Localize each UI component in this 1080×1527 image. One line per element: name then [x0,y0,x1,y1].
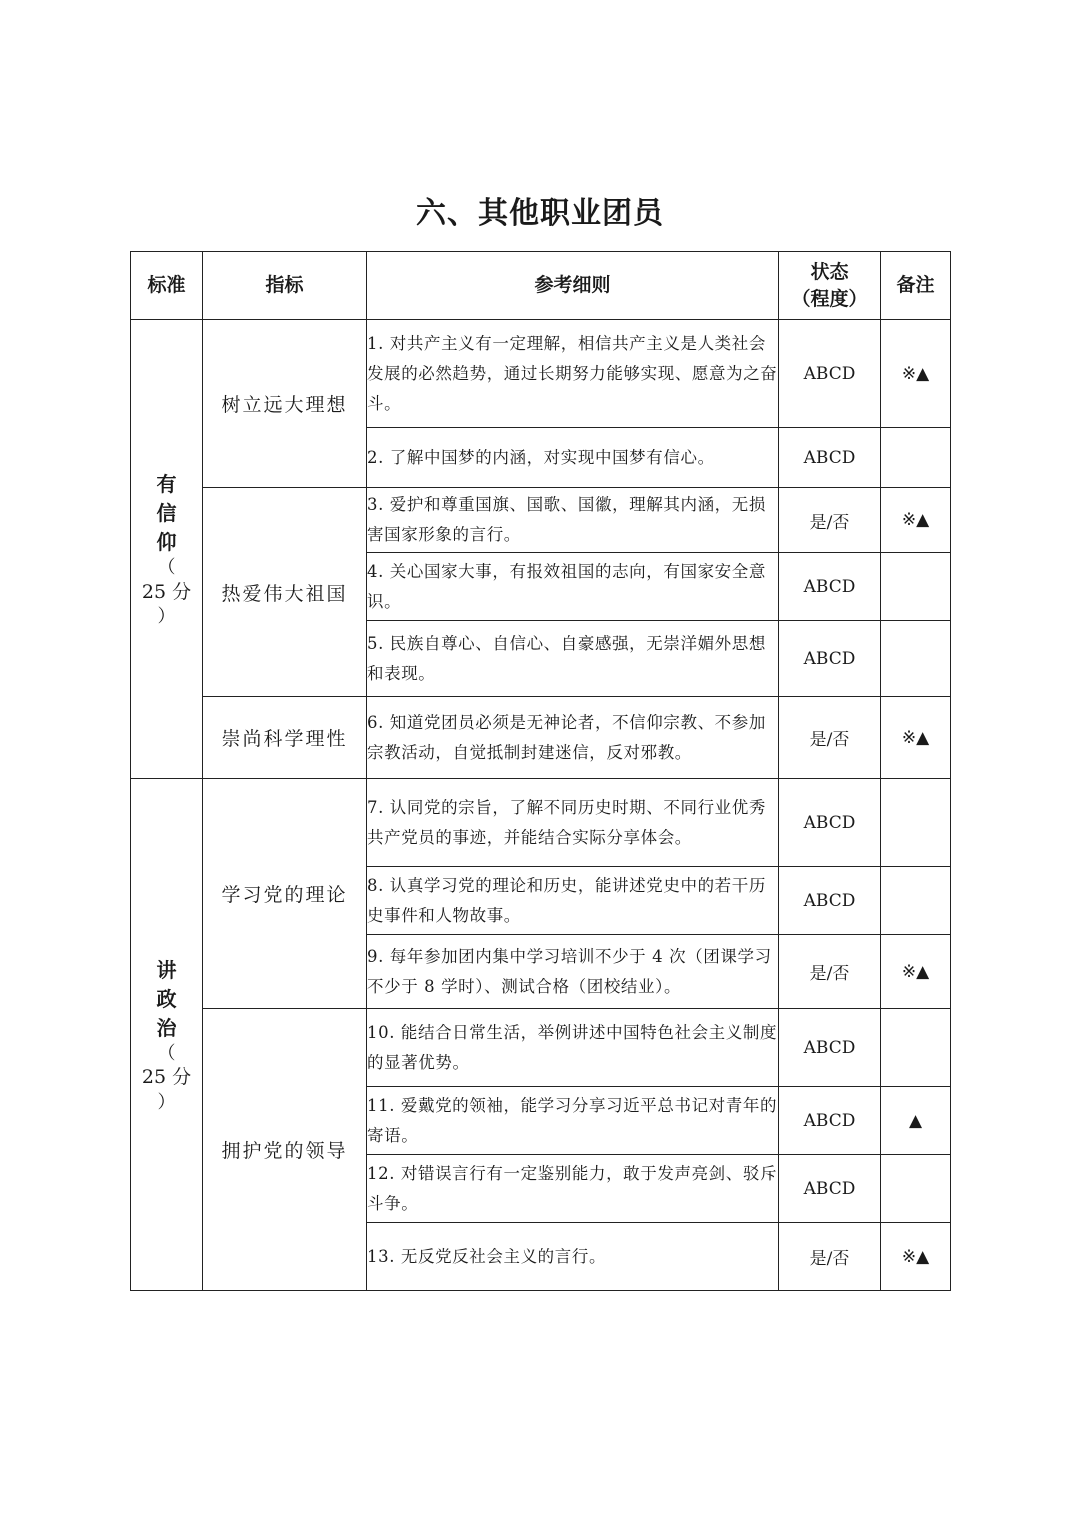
table-row [131,779,951,867]
status-cell: ABCD [779,320,881,428]
detail-cell: 13. 无反党反社会主义的言行。 [367,1223,779,1291]
detail-cell: 8. 认真学习党的理论和历史，能讲述党史中的若干历史事件和人物故事。 [367,867,779,935]
standard-char: 治 [156,1015,177,1040]
detail-cell: 2. 了解中国梦的内涵，对实现中国梦有信心。 [367,428,779,488]
standard-char: 政 [156,986,177,1011]
note-cell: ※▲ [881,1223,951,1291]
header-status-line1: 状态 [810,260,849,283]
table-row [131,697,951,779]
detail-cell: 4. 关心国家大事，有报效祖国的志向，有国家安全意识。 [367,553,779,621]
detail-cell: 5. 民族自尊心、自信心、自豪感强，无崇洋媚外思想和表现。 [367,621,779,697]
header-notes: 备注 [881,252,951,320]
status-cell: 是/否 [779,1223,881,1291]
note-cell [881,621,951,697]
indicator-cell: 学习党的理论 [203,779,367,1009]
status-cell: ABCD [779,621,881,697]
header-standard: 标准 [131,252,203,320]
header-row [131,252,951,320]
header-status-line2: （程度） [791,287,868,310]
detail-cell: 10. 能结合日常生活，举例讲述中国特色社会主义制度的显著优势。 [367,1009,779,1087]
standard-char: 讲 [156,957,177,982]
note-cell [881,1009,951,1087]
note-cell [881,428,951,488]
status-cell: ABCD [779,867,881,935]
standard-cell-faith [131,320,203,779]
header-status [779,252,881,320]
table-row [131,320,951,428]
status-cell: 是/否 [779,697,881,779]
note-cell [881,867,951,935]
standard-paren-open: （ [157,557,176,579]
table-row [131,488,951,553]
standard-char: 仰 [156,530,177,555]
status-cell: 是/否 [779,488,881,553]
note-cell: ▲ [881,1087,951,1155]
standard-cell-politics [131,779,203,1291]
status-cell: ABCD [779,428,881,488]
detail-cell: 6. 知道党团员必须是无神论者，不信仰宗教、不参加宗教活动，自觉抵制封建迷信，反对邪教。 [367,697,779,779]
header-indicator: 指标 [203,252,367,320]
detail-cell: 12. 对错误言行有一定鉴别能力，敢于发声亮剑、驳斥斗争。 [367,1155,779,1223]
header-details: 参考细则 [367,252,779,320]
indicator-cell: 拥护党的领导 [203,1009,367,1291]
status-cell: ABCD [779,1087,881,1155]
table-row [131,1009,951,1087]
note-cell [881,1155,951,1223]
standard-char: 有 [156,472,177,497]
standard-paren-close: ） [157,1091,176,1113]
note-cell: ※▲ [881,697,951,779]
detail-cell: 1. 对共产主义有一定理解，相信共产主义是人类社会发展的必然趋势，通过长期努力能够实现、愿意为之奋斗。 [367,320,779,428]
status-cell: ABCD [779,553,881,621]
standard-score: 25 分 [141,580,192,603]
status-cell: 是/否 [779,935,881,1009]
standard-char: 信 [156,501,177,526]
note-cell [881,553,951,621]
detail-cell: 7. 认同党的宗旨，了解不同历史时期、不同行业优秀共产党员的事迹，并能结合实际分享体会。 [367,779,779,867]
note-cell: ※▲ [881,935,951,1009]
standard-score: 25 分 [141,1066,192,1089]
status-cell: ABCD [779,779,881,867]
evaluation-table [130,251,951,1291]
status-cell: ABCD [779,1009,881,1087]
status-cell: ABCD [779,1155,881,1223]
detail-cell: 9. 每年参加团内集中学习培训不少于 4 次（团课学习不少于 8 学时）、测试合格（团校结业）。 [367,935,779,1009]
note-cell: ※▲ [881,488,951,553]
indicator-cell: 树立远大理想 [203,320,367,488]
standard-paren-open: （ [157,1042,176,1064]
detail-cell: 11. 爱戴党的领袖，能学习分享习近平总书记对青年的寄语。 [367,1087,779,1155]
note-cell [881,779,951,867]
detail-cell: 3. 爱护和尊重国旗、国歌、国徽，理解其内涵，无损害国家形象的言行。 [367,488,779,553]
indicator-cell: 崇尚科学理性 [203,697,367,779]
standard-paren-close: ） [157,606,176,628]
page-title: 六、其他职业团员 [416,196,664,231]
indicator-cell: 热爱伟大祖国 [203,488,367,697]
note-cell: ※▲ [881,320,951,428]
